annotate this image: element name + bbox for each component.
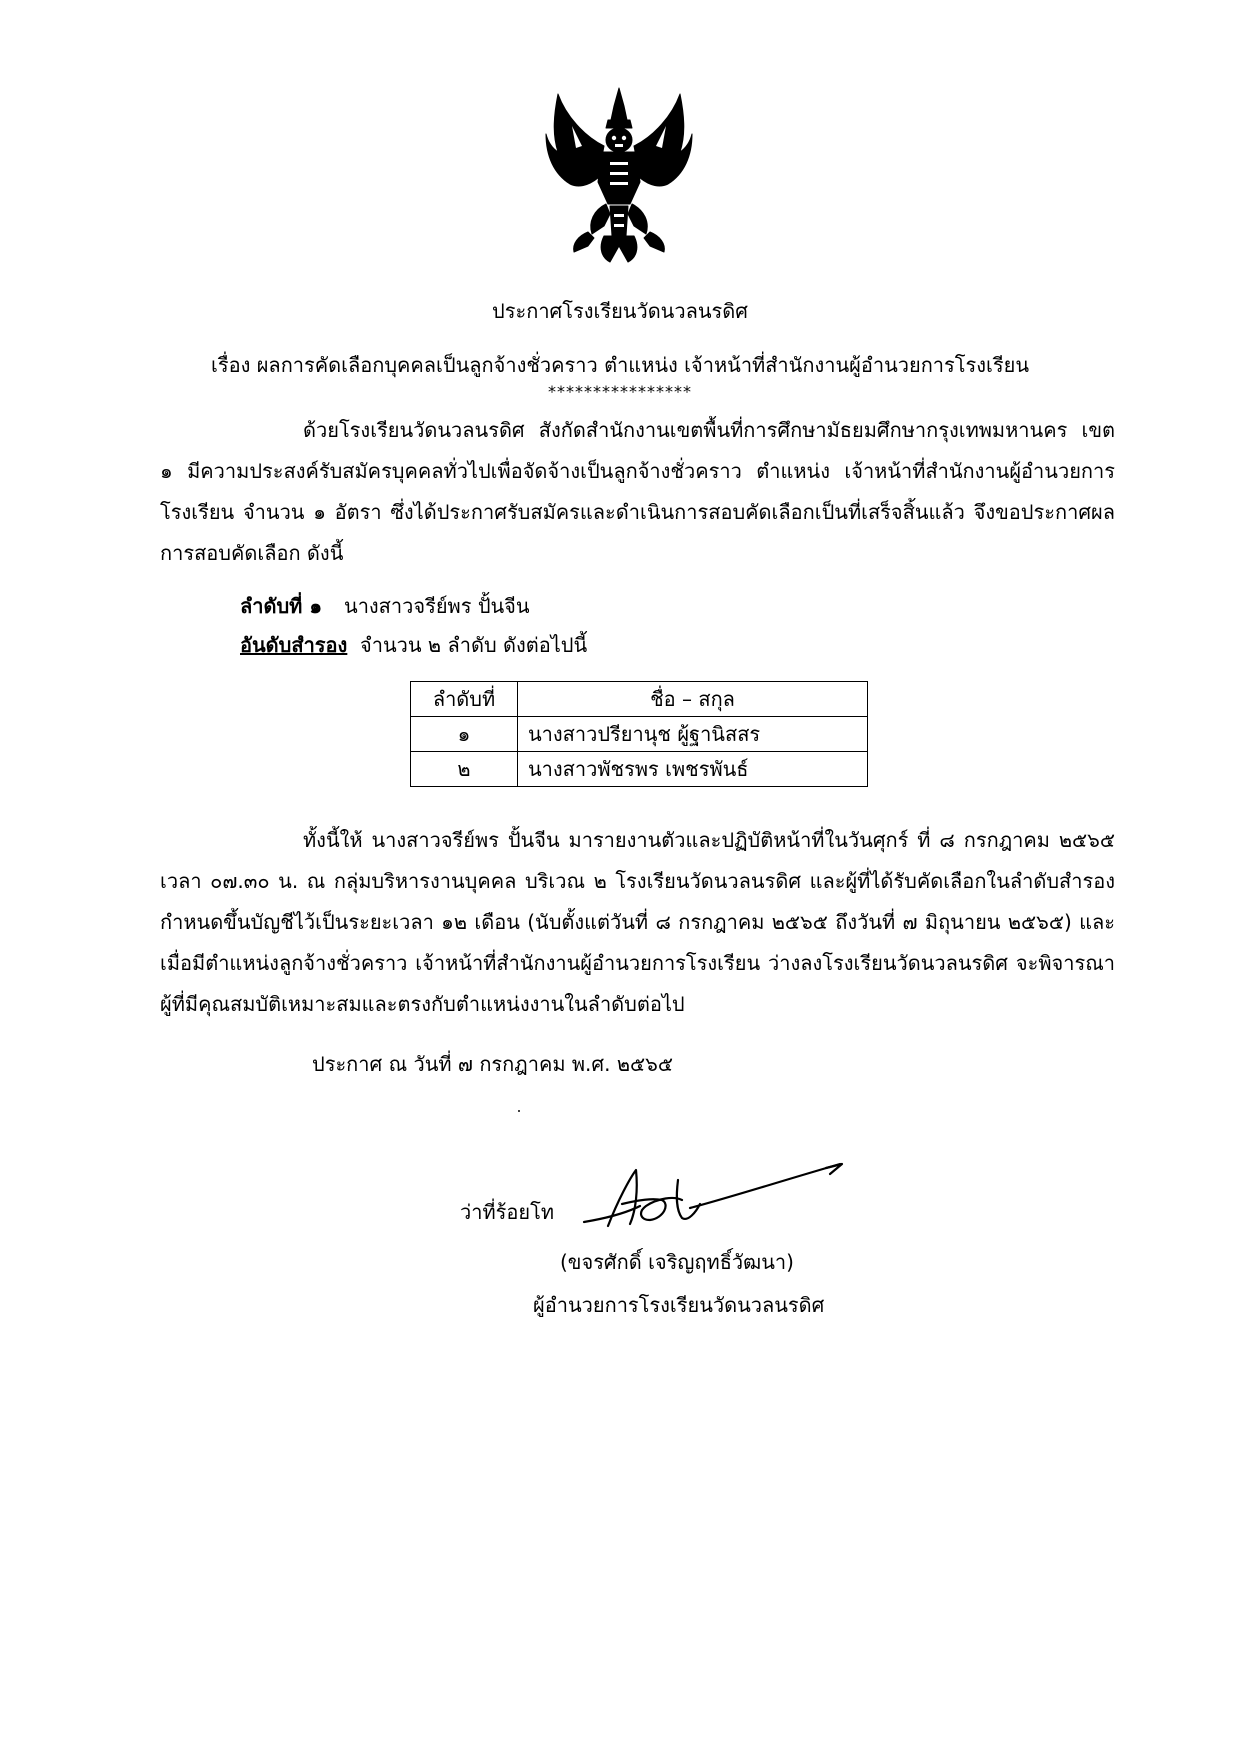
- signer-position: ผู้อำนวยการโรงเรียนวัดนวลนรดิศ: [533, 1293, 825, 1317]
- reserve-rank-line: [240, 627, 587, 663]
- table-cell-name: นางสาวพัชรพร เพชรพันธ์: [518, 752, 868, 787]
- signer-rank: ว่าที่ร้อยโท: [460, 1200, 555, 1224]
- table-row: [411, 717, 868, 752]
- announcement-title: ประกาศโรงเรียนวัดนวลนรดิศ: [492, 299, 748, 323]
- instruction-paragraph: [160, 820, 1115, 1025]
- announcement-subject: เรื่อง ผลการคัดเลือกบุคคลเป็นลูกจ้างชั่วคราว ตำแหน่ง เจ้าหน้าที่สำนักงานผู้อำนวยการโรงเรียน: [211, 353, 1029, 377]
- table-header-rank: ลำดับที่: [411, 682, 518, 717]
- intro-paragraph: [160, 410, 1115, 574]
- scan-speck: [518, 1110, 520, 1112]
- reserve-table: [410, 681, 868, 787]
- announcement-date: ประกาศ ณ วันที่ ๗ กรกฎาคม พ.ศ. ๒๕๖๕: [312, 1052, 673, 1076]
- table-header-row: [411, 682, 868, 717]
- table-row: [411, 752, 868, 787]
- first-rank-name: นางสาวจรีย์พร ปั้นจีน: [344, 594, 530, 618]
- handwritten-signature-icon: [578, 1160, 858, 1240]
- table-header-name: ชื่อ – สกุล: [518, 682, 868, 717]
- reserve-text: จำนวน ๒ ลำดับ ดังต่อไปนี้: [360, 633, 588, 657]
- table-cell-rank: ๒: [411, 752, 518, 787]
- signer-name: (ขจรศักดิ์ เจริญฤทธิ์วัฒนา): [560, 1250, 794, 1274]
- intro-paragraph-text: ด้วยโรงเรียนวัดนวลนรดิศ สังกัดสำนักงานเขตพื้นที่การศึกษามัธยมศึกษากรุงเทพมหานคร เขต ๑ มีความประสงค์รับสมัครบุคคลทั่วไปเพื่อจัดจ้างเป็นลูกจ้างชั่วคราว ตำแหน่ง เจ้าหน้าที่สำนักงานผู้อำนวยการโรงเรียน จำนวน ๑ อัตรา ซึ่งได้ประกาศรับสมัครและดำเนินการสอบคัดเลือกเป็นที่เสร็จสิ้นแล้ว จึงขอประกาศผลการสอบคัดเลือก ดังนี้: [160, 418, 1115, 565]
- first-rank-line: [240, 588, 530, 624]
- table-cell-name: นางสาวปรียานุช ผู้ฐานิสสร: [518, 717, 868, 752]
- reserve-label: อันดับสำรอง: [240, 633, 348, 657]
- separator-stars: ****************: [548, 382, 692, 401]
- instruction-paragraph-text: ทั้งนี้ให้ นางสาวจรีย์พร ปั้นจีน มารายงานตัวและปฏิบัติหน้าที่ในวันศุกร์ ที่ ๘ กรกฎาคม ๒๕๖๕ เวลา ๐๗.๓๐ น. ณ กลุ่มบริหารงานบุคคล บริเวณ ๒ โรงเรียนวัดนวลนรดิศ และผู้ที่ได้รับคัดเลือกในลำดับสำรอง กำหนดขึ้นบัญชีไว้เป็นระยะเวลา ๑๒ เดือน (นับตั้งแต่วันที่ ๘ กรกฎาคม ๒๕๖๕ ถึงวันที่ ๗ มิถุนายน ๒๕๖๕) และเมื่อมีตำแหน่งลูกจ้างชั่วคราว เจ้าหน้าที่สำนักงานผู้อำนวยการโรงเรียน ว่างลงโรงเรียนวัดนวลนรดิศ จะพิจารณาผู้ที่มีคุณสมบัติเหมาะสมและตรงกับตำแหน่งงานในลำดับต่อไป: [160, 828, 1115, 1016]
- table-cell-rank: ๑: [411, 717, 518, 752]
- garuda-emblem-icon: [544, 86, 694, 274]
- first-rank-label: ลำดับที่ ๑: [240, 594, 323, 618]
